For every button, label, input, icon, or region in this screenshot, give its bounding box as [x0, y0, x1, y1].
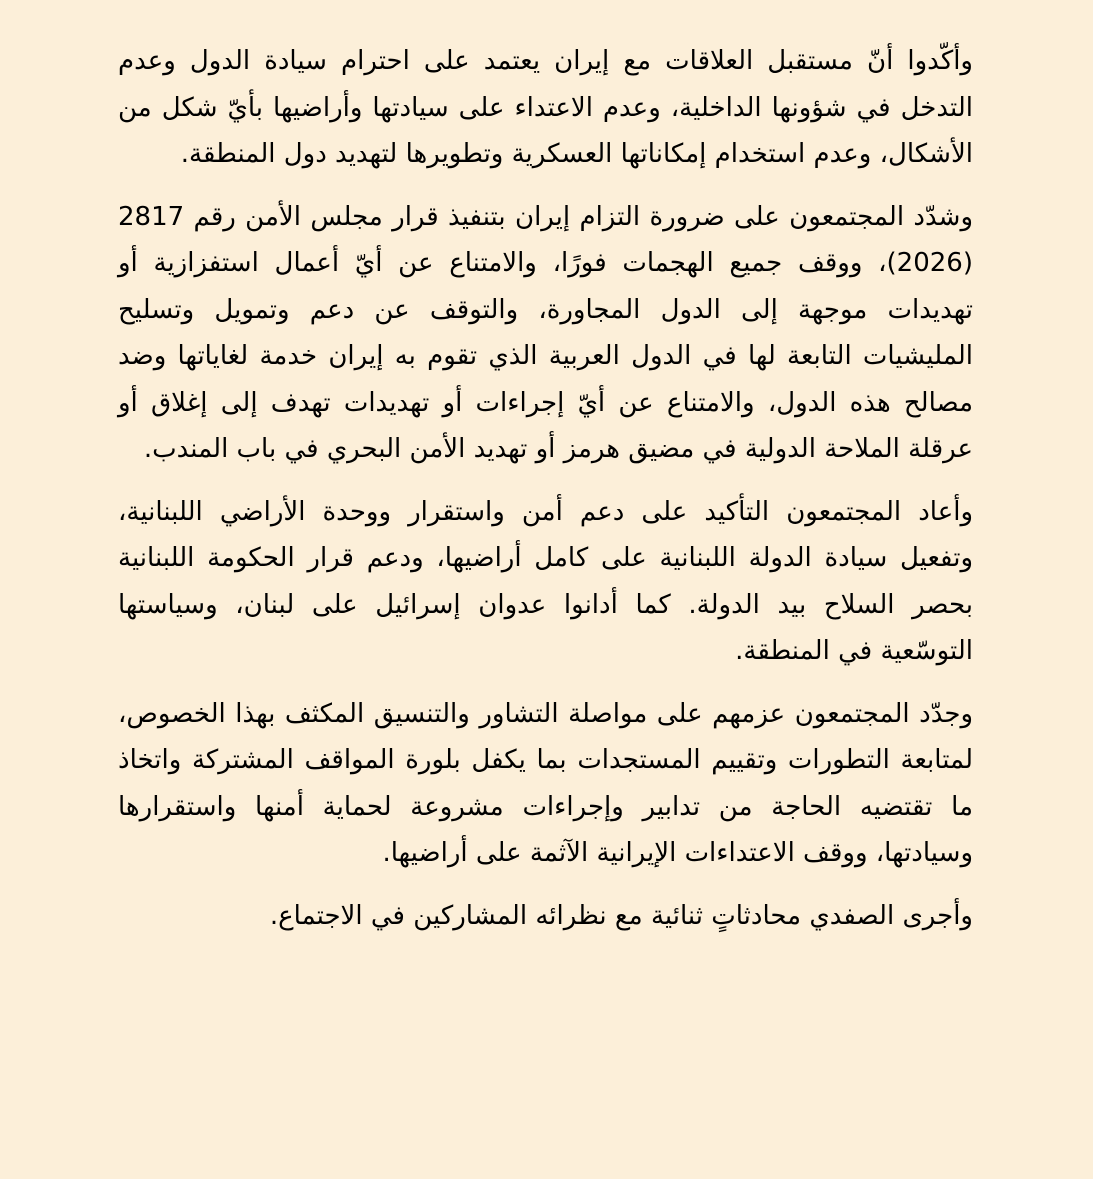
- paragraph-security-council-resolution: وشدّد المجتمعون على ضرورة التزام إيران بتنفيذ قرار مجلس الأمن رقم 2817 (2026)، ووقف جميع الهجمات فورًا، والامتناع عن أيّ أعمال استفزازية أو تهديدات موجهة إلى الدول المجاورة، والتوقف عن دعم وتمويل وتسليح المليشيات التابعة لها في الدول العربية الذي تقوم به إيران خدمة لغاياتها وضد مصالح هذه الدول، والامتناع عن أيّ إجراءات أو تهديدات تهدف إلى إغلاق أو عرقلة الملاحة الدولية في مضيق هرمز أو تهديد الأمن البحري في باب المندب.: [118, 201, 973, 464]
- paragraph-lebanon-support: وأعاد المجتمعون التأكيد على دعم أمن واستقرار ووحدة الأراضي اللبنانية، وتفعيل سيادة الدولة اللبنانية على كامل أراضيها، ودعم قرار الحكومة اللبنانية بحصر السلاح بيد الدولة. كما أدانوا عدوان إسرائيل على لبنان، وسياستها التوسّعية في المنطقة.: [118, 496, 973, 666]
- paragraph-bilateral-talks: وأجرى الصفدي محادثاتٍ ثنائية مع نظرائه المشاركين في الاجتماع.: [269, 900, 973, 931]
- paragraph-continued-coordination: وجدّد المجتمعون عزمهم على مواصلة التشاور والتنسيق المكثف بهذا الخصوص، لمتابعة التطورات وتقييم المستجدات بما يكفل بلورة المواقف المشتركة واتخاذ ما تقتضيه الحاجة من تدابير وإجراءات مشروعة لحماية أمنها واستقرارها وسيادتها، ووقف الاعتداءات الإيرانية الآثمة على أراضيها.: [118, 698, 973, 868]
- paragraph-future-relations: وأكّدوا أنّ مستقبل العلاقات مع إيران يعتمد على احترام سيادة الدول وعدم التدخل في شؤونها الداخلية، وعدم الاعتداء على سيادتها وأراضيها بأيّ شكل من الأشكال، وعدم استخدام إمكاناتها العسكرية وتطويرها لتهديد دول المنطقة.: [118, 46, 973, 169]
- article-body: [118, 38, 973, 939]
